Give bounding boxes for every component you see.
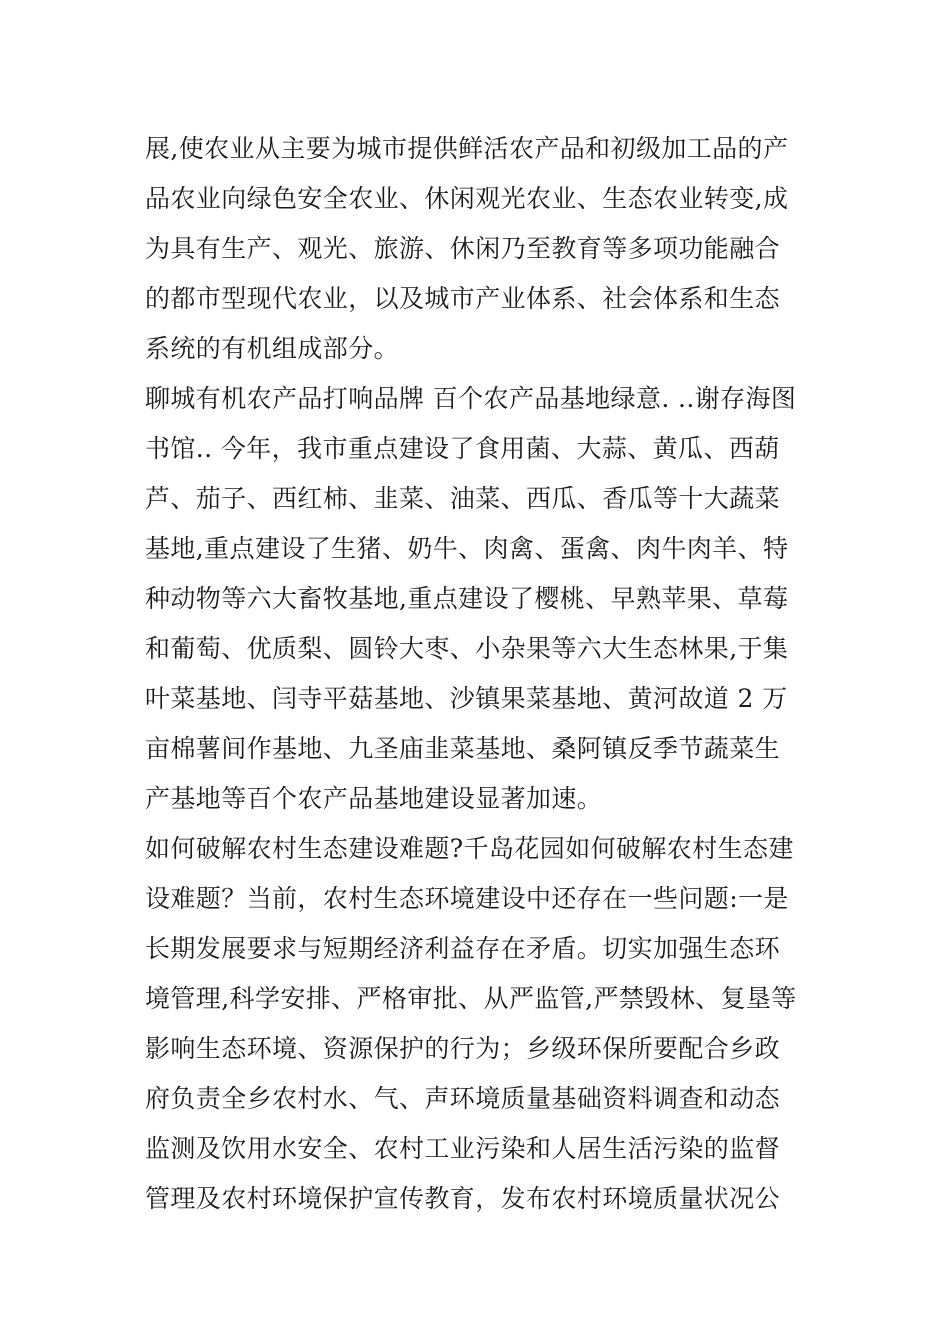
- text-line: 府负责全乡农村水、气、声环境质量基础资料调查和动态: [145, 1084, 781, 1113]
- text-line: 展,使农业从主要为城市提供鲜活农产品和初级加工品的产: [145, 134, 789, 163]
- body-text: [145, 124, 810, 1224]
- text-line: 品农业向绿色安全农业、休闲观光农业、生态农业转变,成: [145, 184, 789, 213]
- text-line: 境管理,科学安排、严格审批、从严监管,严禁毁林、复垦等: [145, 984, 797, 1013]
- text-line: 芦、茄子、西红柿、韭菜、油菜、西瓜、香瓜等十大蔬菜: [145, 484, 781, 513]
- text-line: 的都市型现代农业，以及城市产业体系、社会体系和生态: [145, 284, 781, 313]
- text-line: 聊城有机农产品打响品牌 百个农产品基地绿意. ..谢存海图: [145, 384, 797, 413]
- text-line: 基地,重点建设了生猪、奶牛、肉禽、蛋禽、肉牛肉羊、特: [145, 534, 789, 563]
- text-line: 产基地等百个农产品基地建设显著加速。: [145, 784, 603, 813]
- text-line: 监测及饮用水安全、农村工业污染和人居生活污染的监督: [145, 1134, 781, 1163]
- text-line: 设难题？当前，农村生态环境建设中还存在一些问题:一是: [145, 884, 789, 913]
- text-line: 长期发展要求与短期经济利益存在矛盾。切实加强生态环: [145, 934, 781, 963]
- text-line: 和葡萄、优质梨、圆铃大枣、小杂果等六大生态林果,于集: [145, 634, 789, 663]
- text-line: 管理及农村环境保护宣传教育，发布农村环境质量状况公: [145, 1184, 781, 1213]
- text-line: 叶菜基地、闫寺平菇基地、沙镇果菜基地、黄河故道 2 万: [145, 684, 788, 713]
- text-line: 为具有生产、观光、旅游、休闲乃至教育等多项功能融合: [145, 234, 781, 263]
- text-line: 亩棉薯间作基地、九圣庙韭菜基地、桑阿镇反季节蔬菜生: [145, 734, 781, 763]
- text-line: 种动物等六大畜牧基地,重点建设了樱桃、早熟苹果、草莓: [145, 584, 789, 613]
- text-line: 影响生态环境、资源保护的行为；乡级环保所要配合乡政: [145, 1034, 781, 1063]
- text-line: 如何破解农村生态建设难题?千岛花园如何破解农村生态建: [145, 834, 794, 863]
- text-line: 书馆.. 今年，我市重点建设了食用菌、大蒜、黄瓜、西葫: [145, 434, 780, 463]
- text-line: 系统的有机组成部分。: [145, 334, 400, 363]
